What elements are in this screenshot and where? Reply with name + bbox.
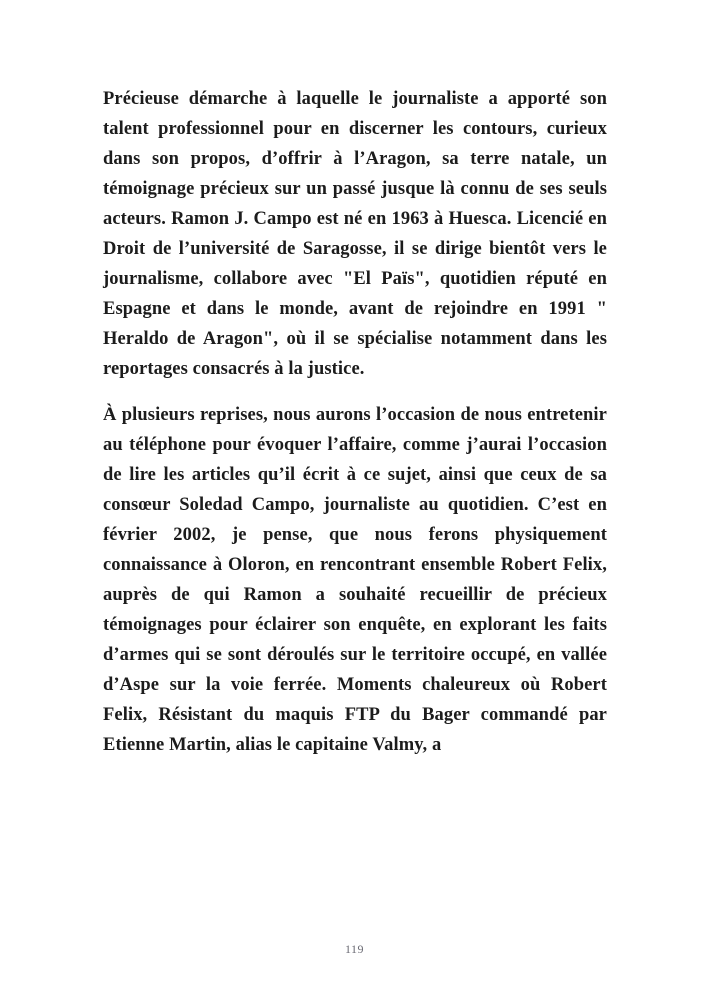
paragraph-2: À plusieurs reprises, nous aurons l’occasion de nous entretenir au téléphone pour évoquer l’affaire, comme j’aurai l’occasion de lire les articles qu’il écrit à ce sujet, ainsi que ceux de sa consœur Soledad Campo, journaliste au quotidien. C’est en février 2002, je pense, que nous ferons physiquement connaissance à Oloron, en rencontrant ensemble Robert Felix, auprès de qui Ramon a souhaité recueillir de précieux témoignages pour éclairer son enquête, en explorant les faits d’armes qui se sont déroulés sur le territoire occupé, en vallée d’Aspe sur la voie ferrée. Moments chaleureux où Robert Felix, Résistant du maquis FTP du Bager commandé par Etienne Martin, alias le capitaine Valmy, a (103, 405, 607, 755)
page-number: 119 (344, 942, 365, 956)
page-footer (0, 940, 709, 958)
text-block (103, 84, 607, 760)
paragraph-1: Précieuse démarche à laquelle le journaliste a apporté son talent professionnel pour en discerner les contours, curieux dans son propos, d’offrir à l’Aragon, sa terre natale, un témoignage précieux sur un passé jusque là connu de ses seuls acteurs. Ramon J. Campo est né en 1963 à Huesca. Licencié en Droit de l’université de Saragosse, il se dirige bientôt vers le journalisme, collabore avec "El Païs", quotidien réputé en Espagne et dans le monde, avant de rejoindre en 1991 " Heraldo de Aragon", où il se spécialise notamment dans les reportages consacrés à la justice. (103, 89, 607, 379)
